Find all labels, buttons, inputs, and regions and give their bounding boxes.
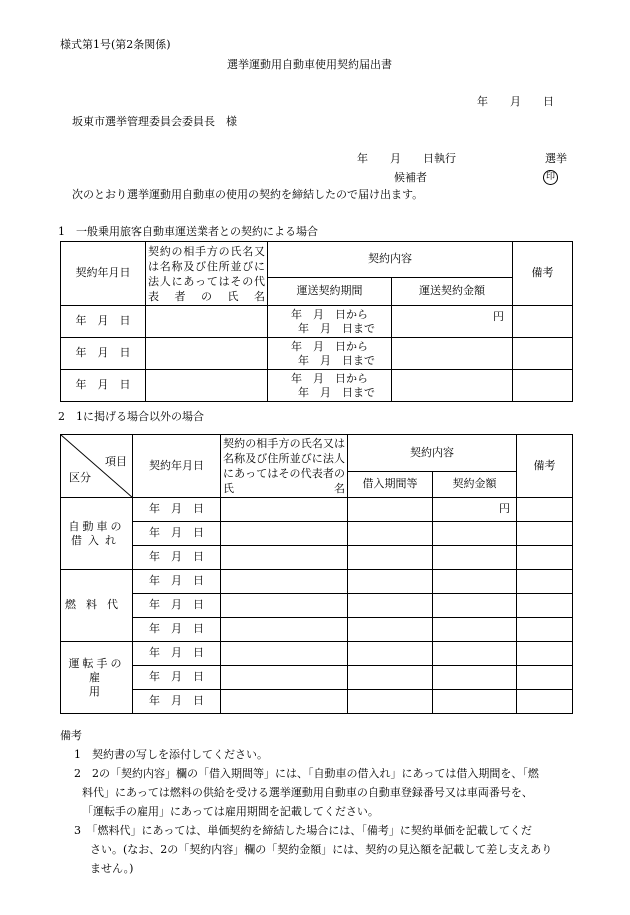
note-3-line2: さい。(なお、2の「契約内容」欄の「契約金額」には、契約の見込額を記載して差し支えあり bbox=[90, 843, 553, 856]
election-label: 選挙 bbox=[545, 152, 567, 165]
note-3-line3: ません。) bbox=[90, 862, 134, 875]
s1-row2-party[interactable] bbox=[146, 338, 268, 370]
s2-row-amount[interactable] bbox=[433, 594, 517, 618]
s2-row-date[interactable]: 年 月 日 bbox=[133, 570, 221, 594]
s2-row-party[interactable] bbox=[221, 498, 348, 522]
table-row bbox=[61, 522, 573, 546]
s2-row-date[interactable]: 年 月 日 bbox=[133, 522, 221, 546]
section2-table bbox=[60, 434, 573, 714]
s1-header-amount: 運送契約金額 bbox=[392, 278, 513, 306]
table-row bbox=[61, 338, 573, 370]
s2-row-party[interactable] bbox=[221, 642, 348, 666]
s2-row-period[interactable] bbox=[348, 642, 433, 666]
s1-row3-period[interactable]: 年 月 日から 年 月 日まで bbox=[268, 370, 392, 402]
s2-row-amount[interactable] bbox=[433, 618, 517, 642]
s1-row3-remarks[interactable] bbox=[513, 370, 573, 402]
notes-heading: 備考 bbox=[60, 729, 82, 742]
s2-row-remarks[interactable] bbox=[517, 666, 573, 690]
s2-row-remarks[interactable] bbox=[517, 594, 573, 618]
s2-row-amount[interactable] bbox=[433, 570, 517, 594]
s2-row-period[interactable] bbox=[348, 546, 433, 570]
s1-row1-remarks[interactable] bbox=[513, 306, 573, 338]
table-row bbox=[61, 690, 573, 714]
s2-row-date[interactable]: 年 月 日 bbox=[133, 642, 221, 666]
s2-row-period[interactable] bbox=[348, 594, 433, 618]
addressee: 坂東市選挙管理委員会委員長 様 bbox=[72, 115, 237, 128]
s1-row2-amount[interactable] bbox=[392, 338, 513, 370]
s2-row-remarks[interactable] bbox=[517, 642, 573, 666]
s2-header-date: 契約年月日 bbox=[133, 435, 221, 498]
s2-row-date[interactable]: 年 月 日 bbox=[133, 594, 221, 618]
s2-header-remarks: 備考 bbox=[517, 435, 573, 498]
table-row bbox=[61, 498, 573, 522]
s2-row-date[interactable]: 年 月 日 bbox=[133, 666, 221, 690]
s2-row-amount[interactable] bbox=[433, 690, 517, 714]
note-2-line3: 「運転手の雇用」にあっては雇用期間を記載してください。 bbox=[82, 805, 379, 818]
submission-date: 年 月 日 bbox=[477, 95, 554, 108]
s2-row-remarks[interactable] bbox=[517, 690, 573, 714]
s2-row-amount[interactable] bbox=[433, 522, 517, 546]
table-row bbox=[61, 642, 573, 666]
s1-row3-date[interactable]: 年 月 日 bbox=[61, 370, 146, 402]
intro-text: 次のとおり選挙運動用自動車の使用の契約を締結したので届け出ます。 bbox=[72, 188, 424, 201]
s1-row3-amount[interactable] bbox=[392, 370, 513, 402]
section1-table bbox=[60, 241, 573, 402]
s2-row-amount[interactable] bbox=[433, 666, 517, 690]
s1-row2-period[interactable]: 年 月 日から 年 月 日まで bbox=[268, 338, 392, 370]
section1-title: 1 一般乗用旅客自動車運送業者との契約による場合 bbox=[58, 225, 318, 238]
s2-row-party[interactable] bbox=[221, 570, 348, 594]
s2-row-period[interactable] bbox=[348, 666, 433, 690]
s2-row-remarks[interactable] bbox=[517, 570, 573, 594]
s1-header-party: 契約の相手方の氏名又は名称及び住所並びに法人にあってはその代表者の氏名 bbox=[146, 242, 268, 306]
s2-row-period[interactable] bbox=[348, 570, 433, 594]
s1-row1-amount[interactable]: 円 bbox=[392, 306, 513, 338]
s2-header-diagonal bbox=[61, 435, 133, 498]
s2-row-party[interactable] bbox=[221, 666, 348, 690]
s2-row-period[interactable] bbox=[348, 498, 433, 522]
s1-row2-date[interactable]: 年 月 日 bbox=[61, 338, 146, 370]
s2-row-remarks[interactable] bbox=[517, 498, 573, 522]
s2-header-contents: 契約内容 bbox=[348, 435, 517, 472]
s1-header-contents: 契約内容 bbox=[268, 242, 513, 278]
s2-header-period: 借入期間等 bbox=[348, 472, 433, 498]
s2-header-party: 契約の相手方の氏名又は名称及び住所並びに法人にあってはその代表者の氏名 bbox=[221, 435, 348, 498]
s2-row-amount[interactable] bbox=[433, 546, 517, 570]
s1-row1-period[interactable]: 年 月 日から 年 月 日まで bbox=[268, 306, 392, 338]
table-row bbox=[61, 570, 573, 594]
seal-icon: 印 bbox=[543, 170, 558, 185]
s2-header-amount: 契約金額 bbox=[433, 472, 517, 498]
s1-row1-date[interactable]: 年 月 日 bbox=[61, 306, 146, 338]
s2-row-date[interactable]: 年 月 日 bbox=[133, 498, 221, 522]
s2-row-period[interactable] bbox=[348, 618, 433, 642]
document-title: 選挙運動用自動車使用契約届出書 bbox=[227, 58, 392, 71]
s2-header-item: 項目 bbox=[105, 455, 127, 468]
s2-row-remarks[interactable] bbox=[517, 546, 573, 570]
table-row bbox=[61, 594, 573, 618]
table-row bbox=[61, 370, 573, 402]
s2-group-driver-employment: 運転手の 雇用 bbox=[61, 642, 133, 714]
s2-row-remarks[interactable] bbox=[517, 522, 573, 546]
form-number: 様式第1号(第2条関係) bbox=[60, 38, 171, 51]
seal-mark bbox=[543, 169, 558, 185]
note-3-line1: 3 「燃料代」にあっては、単価契約を締結した場合には、「備考」に契約単価を記載してくだ bbox=[74, 824, 532, 837]
note-2-line2: 料代」にあっては燃料の供給を受ける選挙運動用自動車の自動車登録番号又は車両番号を、 bbox=[82, 786, 533, 799]
s2-row-party[interactable] bbox=[221, 690, 348, 714]
s2-row-date[interactable]: 年 月 日 bbox=[133, 690, 221, 714]
table-row bbox=[61, 618, 573, 642]
s2-row-date[interactable]: 年 月 日 bbox=[133, 546, 221, 570]
s2-row-party[interactable] bbox=[221, 522, 348, 546]
s2-group-vehicle-rental: 自動車の 借入れ bbox=[61, 498, 133, 570]
s1-row3-party[interactable] bbox=[146, 370, 268, 402]
election-date: 年 月 日執行 bbox=[357, 152, 456, 165]
s2-row-date[interactable]: 年 月 日 bbox=[133, 618, 221, 642]
table-row bbox=[61, 546, 573, 570]
s1-row2-remarks[interactable] bbox=[513, 338, 573, 370]
s1-header-date: 契約年月日 bbox=[61, 242, 146, 306]
s2-group-fuel: 燃料代 bbox=[61, 570, 133, 642]
s2-row-remarks[interactable] bbox=[517, 618, 573, 642]
s2-row-party[interactable] bbox=[221, 618, 348, 642]
s2-row-period[interactable] bbox=[348, 690, 433, 714]
s1-header-period: 運送契約期間 bbox=[268, 278, 392, 306]
s2-row-party[interactable] bbox=[221, 594, 348, 618]
table-row bbox=[61, 666, 573, 690]
s1-header-remarks: 備考 bbox=[513, 242, 573, 306]
s1-row1-party[interactable] bbox=[146, 306, 268, 338]
s2-row-amount[interactable]: 円 bbox=[433, 498, 517, 522]
candidate-label: 候補者 bbox=[394, 171, 427, 184]
section2-title: 2 1に掲げる場合以外の場合 bbox=[58, 410, 204, 423]
note-1: 1 契約書の写しを添付してください。 bbox=[74, 748, 268, 761]
s2-row-period[interactable] bbox=[348, 522, 433, 546]
s2-row-amount[interactable] bbox=[433, 642, 517, 666]
s2-header-category: 区分 bbox=[69, 471, 91, 484]
note-2-line1: 2 2の「契約内容」欄の「借入期間等」には、「自動車の借入れ」にあっては借入期間を、「燃 bbox=[74, 767, 539, 780]
s2-row-party[interactable] bbox=[221, 546, 348, 570]
table-row bbox=[61, 306, 573, 338]
